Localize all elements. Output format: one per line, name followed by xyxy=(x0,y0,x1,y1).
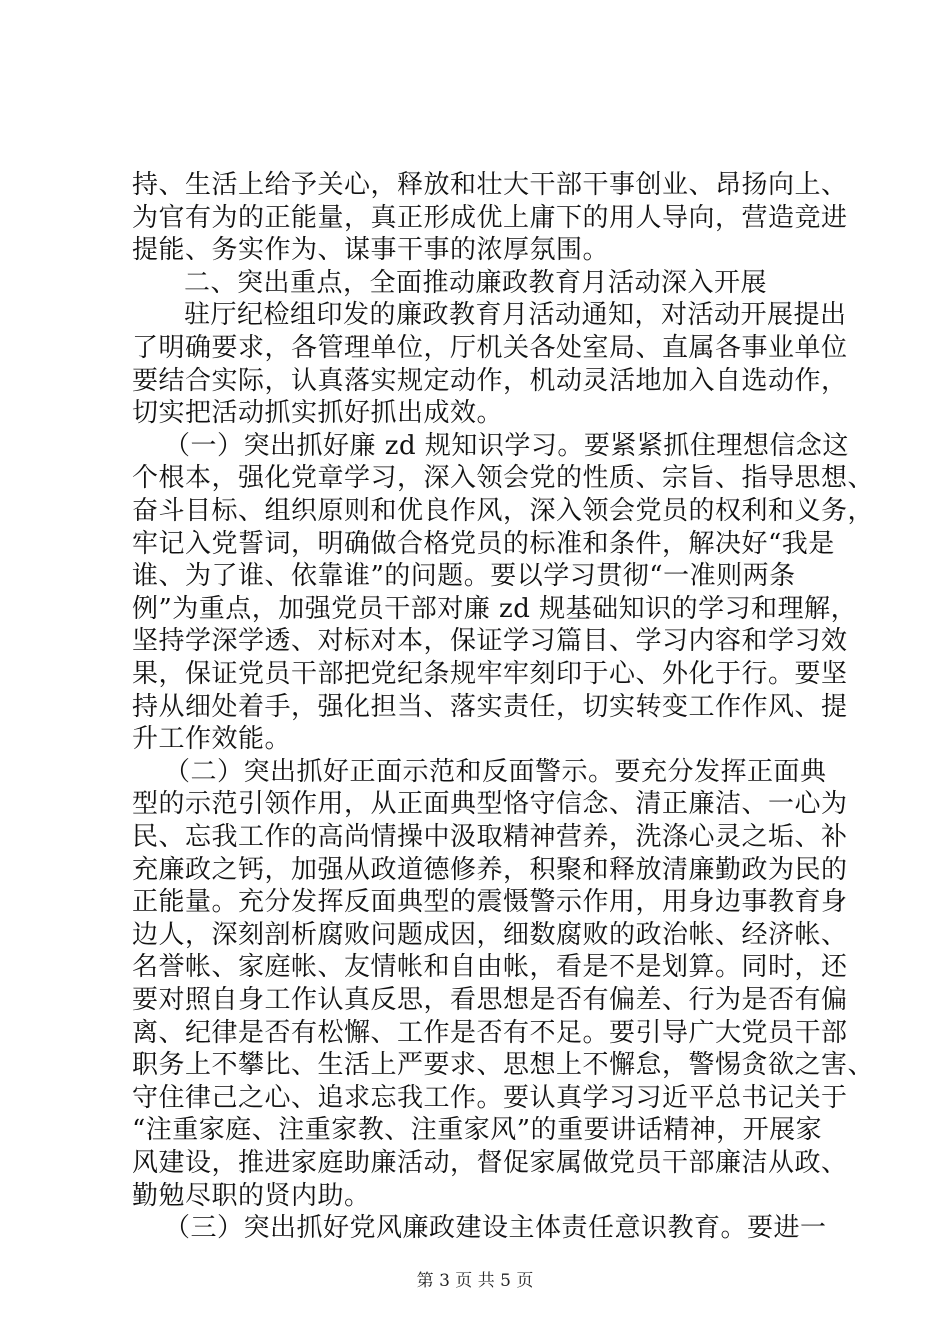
subsection-heading: （三）突出抓好党风廉政建设主体责任意识教育。要进一 xyxy=(164,1213,827,1244)
text-line: 充廉政之钙，加强从政道德修养，积聚和释放清廉勤政为民的 xyxy=(132,854,848,885)
text-line: 提能、务实作为、谋事干事的浓厚氛围。 xyxy=(132,235,610,266)
text-line: 要对照自身工作认真反思，看思想是否有偏差、行为是否有偏 xyxy=(132,985,848,1015)
text-line: 切实把活动抓实抓好抓出成效。 xyxy=(132,398,504,429)
text-line: 民、忘我工作的高尚情操中汲取精神营养，洗涤心灵之垢、补 xyxy=(132,822,848,852)
text-line: 牢记入党誓词，明确做合格党员的标准和条件，解决好“我是 xyxy=(132,528,835,559)
text-line: 型的示范引领作用，从正面典型恪守信念、清正廉洁、一心为 xyxy=(132,789,848,820)
text-line: 职务上不攀比、生活上严要求、思想上不懈怠，警惕贪欲之害、 xyxy=(132,1050,875,1081)
page-number: 第 3 页 共 5 页 xyxy=(416,1271,534,1291)
subsection-heading: （二）突出抓好正面示范和反面警示。要充分发挥正面典 xyxy=(164,756,827,787)
text-line: 谁、为了谁、依靠谁”的问题。要以学习贯彻“一准则两条 xyxy=(132,561,796,592)
text-line: 果，保证党员干部把党纪条规牢牢刻印于心、外化于行。要坚 xyxy=(132,659,848,689)
text-line: 奋斗目标、组织原则和优良作风，深入领会党员的权利和义务， xyxy=(132,496,875,526)
text-line: 为官有为的正能量，真正形成优上庸下的用人导向，营造竞进 xyxy=(132,202,848,233)
text-line: 升工作效能。 xyxy=(132,724,292,755)
text-line: 边人，深刻剖析腐败问题成因，细数腐败的政治帐、经济帐、 xyxy=(132,919,848,950)
text-line: “注重家庭、注重家教、注重家风”的重要讲话精神，开展家 xyxy=(132,1115,823,1146)
text-line: 坚持学深学透、对标对本，保证学习篇目、学习内容和学习效 xyxy=(132,626,848,657)
text-line: 名誉帐、家庭帐、友情帐和自由帐，看是不是划算。同时，还 xyxy=(132,952,848,983)
text-line: 持从细处着手，强化担当、落实责任，切实转变工作作风、提 xyxy=(132,691,848,722)
text-line: 了明确要求，各管理单位，厅机关各处室局、直属各事业单位 xyxy=(132,333,848,363)
text-line: 持、生活上给予关心，释放和壮大干部干事创业、昂扬向上、 xyxy=(132,170,848,200)
section-heading: 二、突出重点，全面推动廉政教育月活动深入开展 xyxy=(184,267,768,298)
text-line: 要结合实际，认真落实规定动作，机动灵活地加入自选动作， xyxy=(132,365,848,396)
subsection-heading: （一）突出抓好廉 zd 规知识学习。要紧紧抓住理想信念这 xyxy=(164,430,849,461)
text-line: 离、纪律是否有松懈、工作是否有不足。要引导广大党员干部 xyxy=(132,1017,848,1048)
text-line: 守住律己之心、追求忘我工作。要认真学习习近平总书记关于 xyxy=(132,1082,848,1113)
text-line: 个根本，强化党章学习，深入领会党的性质、宗旨、指导思想、 xyxy=(132,463,875,494)
text-line: 例”为重点，加强党员干部对廉 zd 规基础知识的学习和理解， xyxy=(132,593,858,624)
text-line: 正能量。充分发挥反面典型的震慑警示作用，用身边事教育身 xyxy=(132,887,848,918)
text-line: 勤勉尽职的贤内助。 xyxy=(132,1180,371,1211)
text-line: 驻厅纪检组印发的廉政教育月活动通知，对活动开展提出 xyxy=(184,300,847,331)
text-line: 风建设，推进家庭助廉活动，督促家属做党员干部廉洁从政、 xyxy=(132,1148,848,1178)
